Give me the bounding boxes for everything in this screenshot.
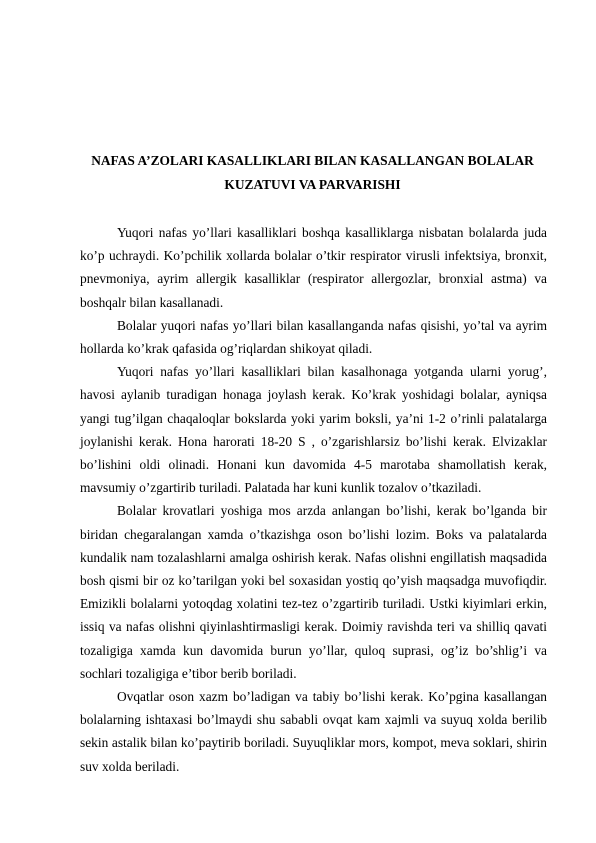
document-title xyxy=(80,149,545,197)
document-body xyxy=(80,221,547,778)
title-line-1: NAFAS A’ZOLARI KASALLIKLARI BILAN KASALLANGAN BOLALAR xyxy=(91,153,534,168)
paragraph: Yuqori nafas yo’llari kasalliklari bilan kasalhonaga yotganda ularni yorug’, havosi aylanib turadigan honaga joylash kerak. Ko’krak yoshidagi bolalar, ayniqsa yangi tug’ilgan chaqaloqlar bokslarda yoki yarim boksli, ya’ni 1-2 o’rinli palatalarga joylanishi kerak. Hona harorati 18-20 S , o’zgarishlarsiz bo’lishi kerak. Elvizaklar bo’lishini oldi olinadi. Honani kun davomida 4-5 marotaba shamollatish kerak, mavsumiy o’zgartirib turiladi. Palatada har kuni kunlik tozalov o’tkaziladi. xyxy=(80,364,547,496)
title-line-2: KUZATUVI VA PARVARISHI xyxy=(224,177,401,192)
paragraph: Bolalar yuqori nafas yo’llari bilan kasallanganda nafas qisishi, yo’tal va ayrim hollarda ko’krak qafasida og’riqlardan shikoyat qiladi. xyxy=(80,317,547,357)
paragraph: Yuqori nafas yo’llari kasalliklari boshqa kasalliklarga nisbatan bolalarda juda ko’p uchraydi. Ko’pchilik xollarda bolalar o’tkir respirator virusli infektsiya, bronxit, pnevmoniya, ayrim allergik kasalliklar (respirator allergozlar, bronxial astma) va boshqalr bilan kasallanadi. xyxy=(80,225,547,310)
paragraph: Ovqatlar oson xazm bo’ladigan va tabiy bo’lishi kerak. Ko’pgina kasallangan bolalarning ishtaxasi bo’lmaydi shu sababli ovqat kam xajmli va suyuq xolda berilib sekin astalik bilan ko’paytirib boriladi. Suyuqliklar mors, kompot, meva soklari, shirin suv xolda beriladi. xyxy=(80,689,547,774)
paragraph: Bolalar krovatlari yoshiga mos arzda anlangan bo’lishi, kerak bo’lganda bir biridan chegaralangan xamda o’tkazishga oson bo’lishi lozim. Boks va palatalarda kundalik nam tozalashlarni amalga oshirish kerak. Nafas olishni engillatish maqsadida bosh qismi bir oz ko’tarilgan yoki bel soxasidan yostiq qo’yish maqsadga muvofiqdir. Emizikli bolalarni yotoqdag xolatini tez-tez o’zgartirib turiladi. Ustki kiyimlari erkin, issiq va nafas olishni qiyinlashtirmasligi kerak. Doimiy ravishda teri va shilliq qavati tozaligiga xamda kun davomida burun yo’llar, quloq suprasi, og’iz bo’shlig’i va sochlari tozaligiga e’tibor berib boriladi. xyxy=(80,503,547,681)
